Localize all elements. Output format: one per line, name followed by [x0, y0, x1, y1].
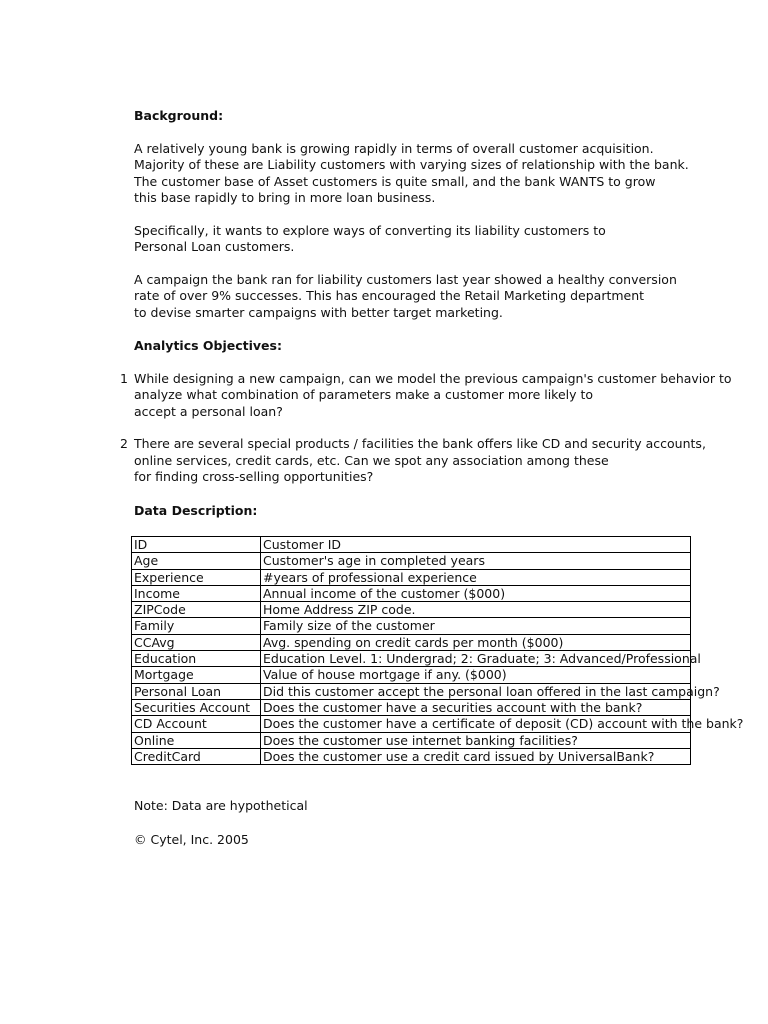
table-row: [132, 667, 691, 683]
background-line: A relatively young bank is growing rapidly in terms of overall customer acquisition.: [134, 141, 654, 156]
field-name: Mortgage: [132, 667, 261, 683]
field-name: CD Account: [132, 716, 261, 732]
field-description: Avg. spending on credit cards per month ($000): [261, 634, 691, 650]
field-description: Did this customer accept the personal loan offered in the last campaign?: [261, 683, 691, 699]
table-row: [132, 716, 691, 732]
objective-line: for finding cross-selling opportunities?: [134, 469, 374, 484]
table-row: [132, 618, 691, 634]
field-name: CreditCard: [132, 748, 261, 764]
field-description: Annual income of the customer ($000): [261, 585, 691, 601]
field-name: ZIPCode: [132, 602, 261, 618]
table-row: [132, 651, 691, 667]
table-row: [132, 732, 691, 748]
table-row: [132, 748, 691, 764]
field-description: Education Level. 1: Undergrad; 2: Graduate; 3: Advanced/Professional: [261, 651, 691, 667]
field-name: Age: [132, 553, 261, 569]
background-heading: Background:: [134, 108, 224, 123]
field-description: Home Address ZIP code.: [261, 602, 691, 618]
data-description-table: [131, 536, 744, 765]
footnote: Note: Data are hypothetical: [134, 798, 308, 813]
objective-number: 1: [120, 371, 128, 386]
field-description: Customer's age in completed years: [261, 553, 691, 569]
objectives-heading: Analytics Objectives:: [134, 338, 282, 353]
field-description: Does the customer use internet banking facilities?: [261, 732, 691, 748]
background-line: Specifically, it wants to explore ways of converting its liability customers to: [134, 223, 606, 238]
background-line: rate of over 9% successes. This has encouraged the Retail Marketing department: [134, 288, 645, 303]
objective-line: There are several special products / facilities the bank offers like CD and security accounts,: [134, 436, 706, 451]
table-row: [132, 699, 691, 715]
background-line: The customer base of Asset customers is quite small, and the bank WANTS to grow: [134, 174, 656, 189]
field-description: #years of professional experience: [261, 569, 691, 585]
background-line: Personal Loan customers.: [134, 239, 295, 254]
table-row: [132, 602, 691, 618]
table-row: [132, 585, 691, 601]
field-name: Personal Loan: [132, 683, 261, 699]
background-line: Majority of these are Liability customers with varying sizes of relationship with the bank.: [134, 157, 689, 172]
field-description: Family size of the customer: [261, 618, 691, 634]
objective-line: While designing a new campaign, can we model the previous campaign's customer behavior to: [134, 371, 732, 386]
field-name: Online: [132, 732, 261, 748]
table-row: [132, 553, 691, 569]
field-name: ID: [132, 537, 261, 553]
table-row: [132, 569, 691, 585]
background-line: this base rapidly to bring in more loan business.: [134, 190, 436, 205]
objective-line: accept a personal loan?: [134, 404, 283, 419]
data-description-heading: Data Description:: [134, 503, 258, 518]
field-description: Does the customer use a credit card issued by UniversalBank?: [261, 748, 691, 764]
field-name: Education: [132, 651, 261, 667]
field-name: Experience: [132, 569, 261, 585]
field-description: Does the customer have a certificate of deposit (CD) account with the bank?: [261, 716, 691, 732]
objective-line: analyze what combination of parameters make a customer more likely to: [134, 387, 594, 402]
field-description: Value of house mortgage if any. ($000): [261, 667, 691, 683]
copyright: © Cytel, Inc. 2005: [134, 832, 249, 847]
field-name: CCAvg: [132, 634, 261, 650]
table-row: [132, 634, 691, 650]
background-line: to devise smarter campaigns with better target marketing.: [134, 305, 503, 320]
objective-line: online services, credit cards, etc. Can we spot any association among these: [134, 453, 609, 468]
field-name: Securities Account: [132, 699, 261, 715]
field-name: Income: [132, 585, 261, 601]
table-row: [132, 683, 691, 699]
objective-number: 2: [120, 436, 128, 451]
field-description: Does the customer have a securities account with the bank?: [261, 699, 691, 715]
field-description: Customer ID: [261, 537, 691, 553]
background-line: A campaign the bank ran for liability customers last year showed a healthy conversion: [134, 272, 677, 287]
field-name: Family: [132, 618, 261, 634]
table-row: [132, 537, 691, 553]
